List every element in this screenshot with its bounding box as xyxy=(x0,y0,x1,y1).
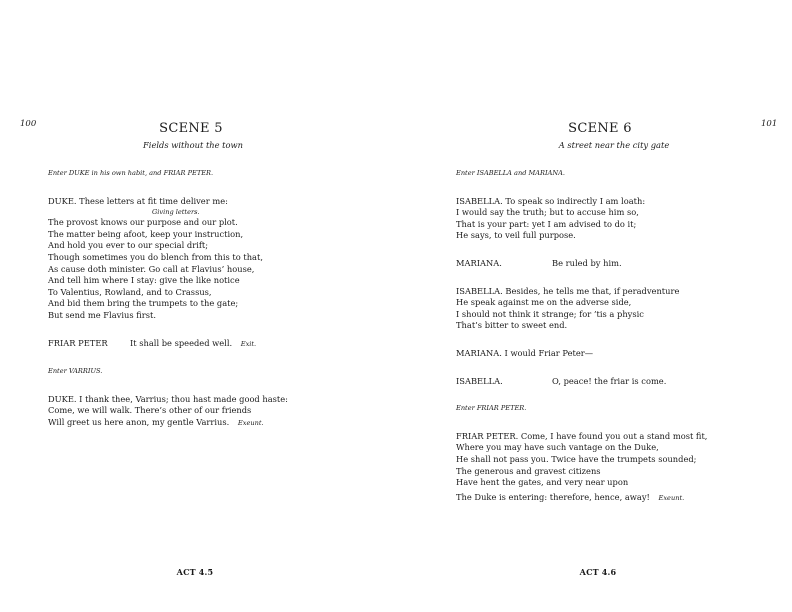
speech-line: That’s bitter to sweet end. xyxy=(456,320,568,331)
speech-isabella xyxy=(456,376,786,388)
speech-line: He speak against me on the adverse side, xyxy=(456,297,632,308)
speaker-name: MARIANA. xyxy=(456,257,502,268)
speech-line: Come, we will walk. There’s other of our friends xyxy=(48,405,252,416)
speech-line: The generous and gravest citizens xyxy=(456,465,601,476)
stage-direction-entrance: Enter DUKE in his own habit, and FRIAR PETER. xyxy=(48,169,214,177)
speech-line: Have hent the gates, and very near upon xyxy=(456,477,629,488)
stage-direction-entrance: Enter FRIAR PETER. xyxy=(456,404,527,413)
scene-title: SCENE 5 xyxy=(159,121,223,136)
speech-text: Be ruled by him. xyxy=(552,257,622,268)
stage-direction-giving-letters: Giving letters. xyxy=(152,208,200,217)
speaker-name: ISABELLA. xyxy=(456,375,503,386)
stage-direction-exit: Exit. xyxy=(240,339,257,348)
speech-line-final xyxy=(456,492,786,505)
page-number: 101 xyxy=(761,119,778,129)
scene-location: Fields without the town xyxy=(143,140,243,150)
scene-text xyxy=(48,168,378,430)
speech-line: I would say the truth; but to accuse him so, xyxy=(456,207,639,218)
speech-text: Will greet us here anon, my gentle Varrius. xyxy=(48,416,230,427)
speech-text: O, peace! the friar is come. xyxy=(552,375,667,386)
speech-line: And bid them bring the trumpets to the gate; xyxy=(48,298,239,309)
speech-line: That is your part: yet I am advised to do it; xyxy=(456,218,637,229)
act-scene-footer: ACT 4.5 xyxy=(176,567,214,577)
speech-mariana xyxy=(456,258,786,270)
speech-line: Where you may have such vantage on the Duke, xyxy=(456,442,659,453)
speech-line: As cause doth minister. Go call at Flavius’ house, xyxy=(48,263,255,274)
speech-line: ISABELLA. To speak so indirectly I am loath: xyxy=(456,195,646,206)
stage-direction-exeunt: Exeunt. xyxy=(658,493,685,502)
speech-line: DUKE. These letters at fit time deliver me: xyxy=(48,195,228,206)
stage-direction-entrance: Enter ISABELLA and MARIANA. xyxy=(456,169,565,177)
stage-direction-entrance: Enter VARRIUS. xyxy=(48,367,103,376)
speech-friar-peter xyxy=(48,338,378,351)
scene-location: A street near the city gate xyxy=(558,140,670,150)
speech-line: ISABELLA. Besides, he tells me that, if peradventure xyxy=(456,285,680,296)
speech-line: The provost knows our purpose and our plot. xyxy=(48,217,238,228)
speech-line: He says, to veil full purpose. xyxy=(456,230,576,241)
speaker-name: FRIAR PETER xyxy=(48,337,108,348)
speech-text: The Duke is entering: therefore, hence, away! xyxy=(456,491,650,502)
speech-line: MARIANA. I would Friar Peter— xyxy=(456,347,594,358)
scene-title: SCENE 6 xyxy=(568,121,632,136)
scene-text xyxy=(456,168,786,504)
speech-line: DUKE. I thank thee, Varrius; thou hast made good haste: xyxy=(48,393,288,404)
page-number: 100 xyxy=(20,119,37,129)
act-scene-footer: ACT 4.6 xyxy=(579,567,617,577)
speech-line: I should not think it strange; for ’tis a physic xyxy=(456,308,644,319)
speech-line: Though sometimes you do blench from this to that, xyxy=(48,251,263,262)
speech-line: He shall not pass you. Twice have the trumpets sounded; xyxy=(456,453,697,464)
speech-line: But send me Flavius first. xyxy=(48,309,156,320)
speech-line-final xyxy=(48,417,378,430)
speech-line: And hold you ever to our special drift; xyxy=(48,240,209,251)
right-page xyxy=(396,0,792,612)
speech-text: It shall be speeded well. xyxy=(130,337,233,348)
speech-line: And tell him where I stay: give the like notice xyxy=(48,275,240,286)
stage-direction-exeunt: Exeunt. xyxy=(237,418,264,427)
speech-line: The matter being afoot, keep your instruction, xyxy=(48,228,244,239)
speech-line: To Valentius, Rowland, and to Crassus, xyxy=(48,286,212,297)
speech-line: FRIAR PETER. Come, I have found you out a stand most fit, xyxy=(456,430,708,441)
